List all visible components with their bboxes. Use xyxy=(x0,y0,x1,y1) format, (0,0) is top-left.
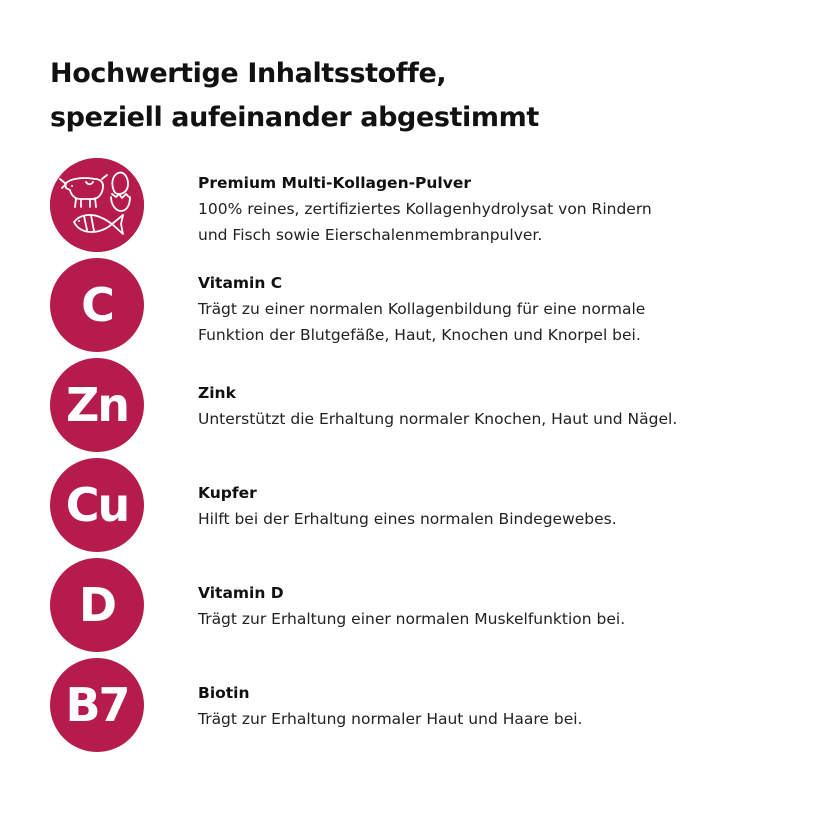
zink-badge: Zn xyxy=(50,358,144,452)
page-title xyxy=(50,52,539,140)
vitamin-d-badge: D xyxy=(50,558,144,652)
ingredient-collagen xyxy=(50,158,810,254)
ingredient-description xyxy=(198,296,798,348)
page-title-line-2: speziell aufeinander abgestimmt xyxy=(50,102,539,133)
kupfer-badge: Cu xyxy=(50,458,144,552)
ingredient-name: Premium Multi-Kollagen-Pulver xyxy=(198,174,472,192)
zink-text xyxy=(198,380,798,432)
vitamin-d-text xyxy=(198,580,798,632)
page-title-line-1: Hochwertige Inhaltsstoffe, xyxy=(50,58,447,89)
collagen-text xyxy=(198,170,798,248)
description-line-2: Funktion der Blutgefäße, Haut, Knochen und Knorpel bei. xyxy=(198,326,641,344)
vitamin-c-text xyxy=(198,270,798,348)
description-line-1: Unterstützt die Erhaltung normaler Knochen, Haut und Nägel. xyxy=(198,410,678,428)
description-line-2: und Fisch sowie Eierschalenmembranpulver. xyxy=(198,226,543,244)
description-line-1: 100% reines, zertifiziertes Kollagenhydrolysat von Rindern xyxy=(198,200,652,218)
ingredient-zink xyxy=(50,358,810,454)
ingredient-description xyxy=(198,506,798,532)
ingredient-name: Kupfer xyxy=(198,484,257,502)
ingredient-name: Biotin xyxy=(198,684,250,702)
ingredient-vitamin-d xyxy=(50,558,810,654)
ingredient-description xyxy=(198,406,798,432)
biotin-badge: B7 xyxy=(50,658,144,752)
ingredient-name: Vitamin D xyxy=(198,584,284,602)
collagen-badge xyxy=(50,158,144,252)
ingredient-biotin xyxy=(50,658,810,754)
ingredient-description xyxy=(198,606,798,632)
ingredient-name: Zink xyxy=(198,384,236,402)
ingredient-kupfer xyxy=(50,458,810,554)
ingredient-name: Vitamin C xyxy=(198,274,283,292)
description-line-1: Trägt zu einer normalen Kollagenbildung für eine normale xyxy=(198,300,646,318)
biotin-text xyxy=(198,680,798,732)
description-line-1: Trägt zur Erhaltung normaler Haut und Haare bei. xyxy=(198,710,583,728)
ingredient-description xyxy=(198,196,798,248)
ingredient-vitamin-c xyxy=(50,258,810,354)
ingredient-description xyxy=(198,706,798,732)
kupfer-text xyxy=(198,480,798,532)
description-line-1: Trägt zur Erhaltung einer normalen Muskelfunktion bei. xyxy=(198,610,626,628)
description-line-1: Hilft bei der Erhaltung eines normalen Bindegewebes. xyxy=(198,510,617,528)
vitamin-c-badge: C xyxy=(50,258,144,352)
cow-egg-fish-icon xyxy=(50,158,144,252)
